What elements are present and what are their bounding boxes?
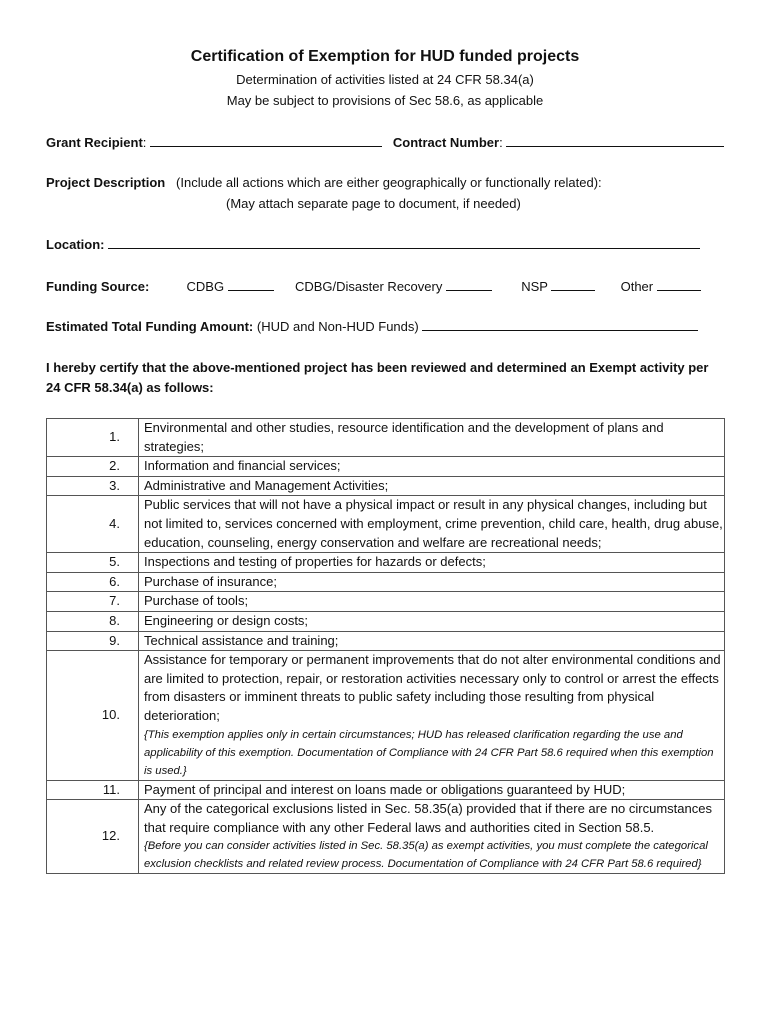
item-number: 1. (47, 419, 139, 457)
item-text: Environmental and other studies, resource identification and the development of plans and strategies; (144, 420, 664, 454)
item-text: Any of the categorical exclusions listed in Sec. 58.35(a) provided that if there are no circumstances that require compliance with any other Federal laws and authorities cited in Section 58.5. (144, 801, 712, 835)
item-text: Purchase of insurance; (144, 573, 277, 589)
item-number: 4. (47, 496, 139, 553)
item-cell (139, 496, 725, 553)
estimated-funding-hint: (HUD and Non-HUD Funds) (256, 319, 419, 334)
item-cell (139, 476, 725, 496)
item-cell (139, 419, 725, 457)
table-row (47, 572, 725, 592)
table-row (47, 780, 725, 800)
item-cell (139, 572, 725, 592)
exempt-activities-table (46, 418, 725, 874)
form-subtitle-1: Determination of activities listed at 24 CFR 58.34(a) (236, 72, 534, 87)
item-number: 7. (47, 592, 139, 612)
item-number: 10. (47, 651, 139, 780)
funding-option-nsp: NSP (521, 279, 548, 294)
item-number: 2. (47, 457, 139, 477)
project-description-label: Project Description (46, 175, 166, 190)
item-text: Assistance for temporary or permanent improvements that do not alter environmental conditions and are limited to protection, repair, or restoration activities necessary only to control or arrest the effects from disasters or imminent threats to public safety including those resulting from physical deterioration; (144, 652, 721, 723)
item-text: Technical assistance and training; (144, 632, 339, 648)
table-row (47, 496, 725, 553)
item-number: 8. (47, 611, 139, 631)
funding-option-other: Other (620, 279, 654, 294)
table-row (47, 419, 725, 457)
location-label: Location: (46, 237, 105, 252)
location-field[interactable] (108, 236, 700, 249)
item-number: 11. (47, 780, 139, 800)
project-description-hint-2: (May attach separate page to document, if needed) (226, 196, 521, 211)
contract-number-field[interactable] (506, 134, 724, 147)
funding-other-field[interactable] (657, 278, 701, 291)
grant-recipient-field[interactable] (150, 134, 382, 147)
estimated-funding-label: Estimated Total Funding Amount: (46, 319, 254, 334)
item-number: 9. (47, 631, 139, 651)
item-text: Public services that will not have a physical impact or result in any physical changes, including but not limited to, services concerned with employment, crime prevention, child care, health, drug abuse, education, counseling, energy conservation and welfare are recreational needs; (144, 497, 723, 550)
item-cell (139, 800, 725, 874)
project-description-hint: (Include all actions which are either geographically or functionally related): (176, 175, 602, 190)
item-text: Administrative and Management Activities; (144, 477, 389, 493)
location-row (46, 236, 700, 252)
estimated-funding-row (46, 318, 698, 334)
funding-cdbg-dr-field[interactable] (446, 278, 492, 291)
table-row (47, 611, 725, 631)
item-cell (139, 592, 725, 612)
funding-option-cdbg: CDBG (186, 279, 225, 294)
item-cell (139, 457, 725, 477)
table-row (47, 800, 725, 874)
item-cell (139, 631, 725, 651)
item-note: {Before you can consider activities listed in Sec. 58.35(a) as exempt activities, you must complete the categorical exclusion checklists and related review process. Documentation of Compliance with 24 CFR Part 58.6 required} (144, 840, 708, 871)
item-cell (139, 611, 725, 631)
item-number: 12. (47, 800, 139, 874)
table-row (47, 457, 725, 477)
table-row (47, 476, 725, 496)
item-text: Purchase of tools; (144, 593, 249, 609)
grant-recipient-label: Grant Recipient (46, 135, 143, 150)
item-cell (139, 553, 725, 573)
item-text: Engineering or design costs; (144, 612, 309, 628)
table-row (47, 553, 725, 573)
funding-nsp-field[interactable] (551, 278, 595, 291)
table-row (47, 631, 725, 651)
contract-number-label: Contract Number (392, 135, 500, 150)
form-subtitle-2: May be subject to provisions of Sec 58.6, as applicable (226, 93, 544, 108)
item-number: 6. (47, 572, 139, 592)
item-number: 3. (47, 476, 139, 496)
funding-source-label: Funding Source: (46, 279, 150, 294)
funding-cdbg-field[interactable] (228, 278, 274, 291)
grant-recipient-row: Grant Recipient: Contract Number: (46, 134, 724, 150)
item-note: {This exemption applies only in certain circumstances; HUD has released clarification regarding the use and applicability of this exemption. Documentation of Compliance with 24 CFR Part 58.6 required when this exemption is used.} (144, 728, 714, 777)
table-row (47, 592, 725, 612)
item-text: Payment of principal and interest on loans made or obligations guaranteed by HUD; (144, 781, 626, 797)
funding-source-row (46, 278, 701, 294)
funding-option-cdbg-dr: CDBG/Disaster Recovery (294, 279, 443, 294)
table-row (47, 651, 725, 780)
item-text: Information and financial services; (144, 458, 341, 474)
item-text: Inspections and testing of properties for hazards or defects; (144, 554, 486, 570)
item-number: 5. (47, 553, 139, 573)
form-title: Certification of Exemption for HUD funded projects (190, 48, 580, 65)
project-description-row (46, 175, 602, 190)
estimated-funding-field[interactable] (422, 318, 698, 331)
item-cell (139, 651, 725, 780)
certification-statement: I hereby certify that the above-mentioned project has been reviewed and determined an Exempt activity per 24 CFR 58.34(a) as follows: (46, 360, 709, 395)
item-cell (139, 780, 725, 800)
